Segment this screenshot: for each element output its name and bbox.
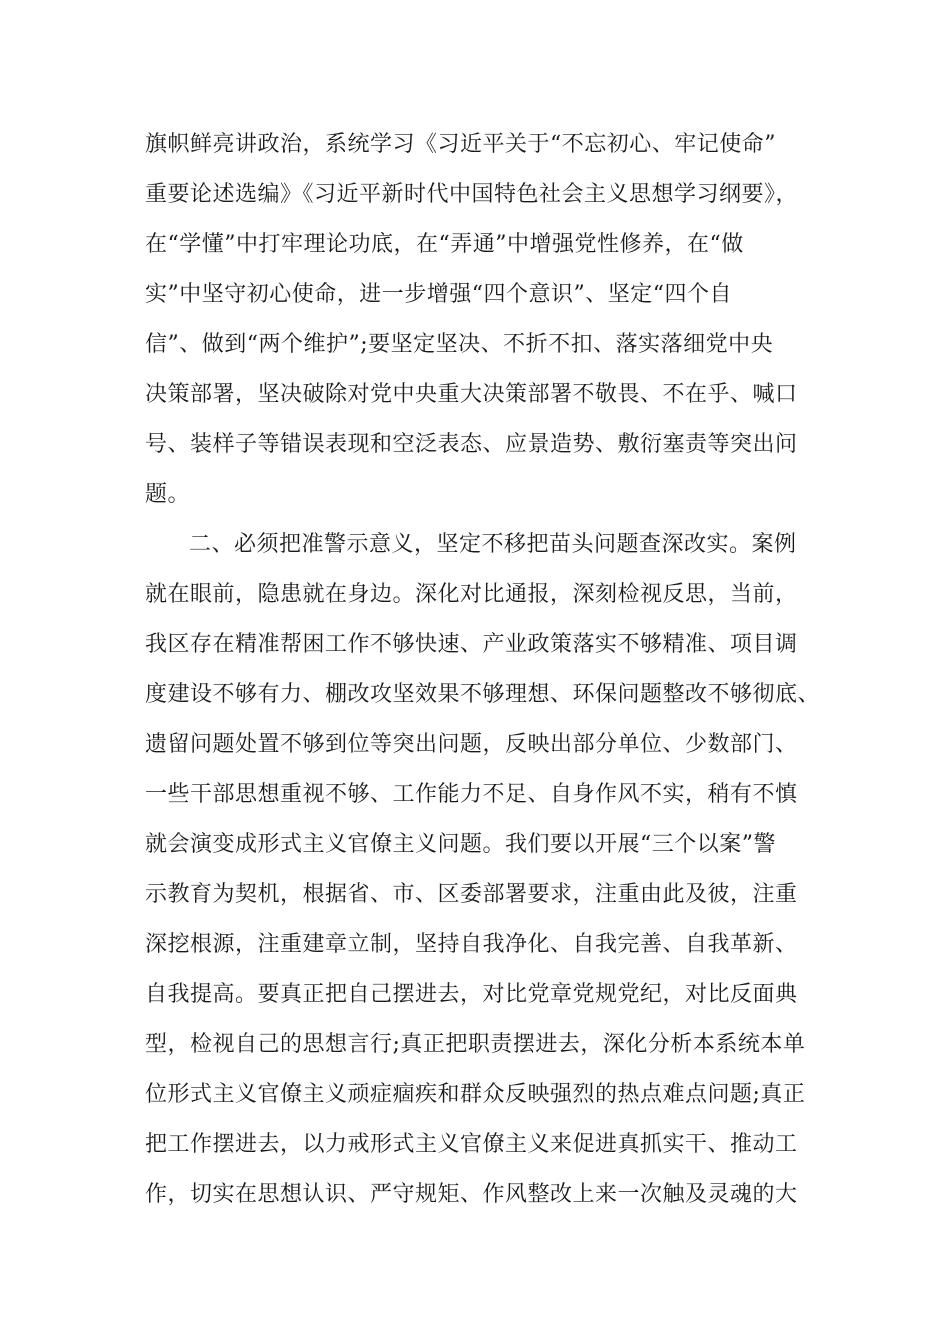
text-line: 号、装样子等错误表现和空泛表态、应景造势、敷衍塞责等突出问 [145, 432, 798, 457]
text-line: 度建设不够有力、棚改攻坚效果不够理想、环保问题整改不够彻底、 [145, 682, 821, 707]
text-line: 就会演变成形式主义官僚主义问题。我们要以开展“三个以案”警 [145, 832, 776, 857]
text-line: 作，切实在思想认识、严守规矩、作风整改上来一次触及灵魂的大 [145, 1182, 798, 1207]
text-line: 实”中坚守初心使命，进一步增强“四个意识”、坚定“四个自 [145, 282, 732, 307]
text-line: 示教育为契机，根据省、市、区委部署要求，注重由此及彼，注重 [145, 882, 798, 907]
text-line: 旗帜鲜亮讲政治，系统学习《习近平关于“不忘初心、牢记使命” [145, 132, 776, 157]
text-line: 深挖根源，注重建章立制，坚持自我净化、自我完善、自我革新、 [145, 932, 798, 957]
text-line: 把工作摆进去，以力戒形式主义官僚主义来促进真抓实干、推动工 [145, 1132, 798, 1157]
text-line: 位形式主义官僚主义顽症痼疾和群众反映强烈的热点难点问题;真正 [145, 1082, 806, 1107]
body-text [145, 128, 825, 1228]
text-line: 我区存在精准帮困工作不够快速、产业政策落实不够精准、项目调 [145, 632, 798, 657]
text-line: 在“学懂”中打牢理论功底，在“弄通”中增强党性修养，在“做 [145, 232, 744, 257]
text-line: 决策部署，坚决破除对党中央重大决策部署不敬畏、不在乎、喊口 [145, 382, 798, 407]
text-line: 重要论述选编》《习近平新时代中国特色社会主义思想学习纲要》， [145, 182, 799, 207]
text-line: 型，检视自己的思想言行;真正把职责摆进去，深化分析本系统本单 [145, 1032, 806, 1057]
section-heading-line: 二、必须把准警示意义，坚定不移把苗头问题查深改实。案例 [189, 532, 797, 557]
text-line: 信”、做到“两个维护”;要坚定坚决、不折不扣、落实落细党中央 [145, 332, 774, 357]
text-line: 一些干部思想重视不够、工作能力不足、自身作风不实，稍有不慎 [145, 782, 798, 807]
text-line: 题。 [145, 482, 191, 507]
text-line: 自我提高。要真正把自己摆进去，对比党章党规党纪，对比反面典 [145, 982, 798, 1007]
text-line: 遗留问题处置不够到位等突出问题，反映出部分单位、少数部门、 [145, 732, 798, 757]
text-line: 就在眼前，隐患就在身边。深化对比通报，深刻检视反思，当前， [145, 582, 798, 607]
